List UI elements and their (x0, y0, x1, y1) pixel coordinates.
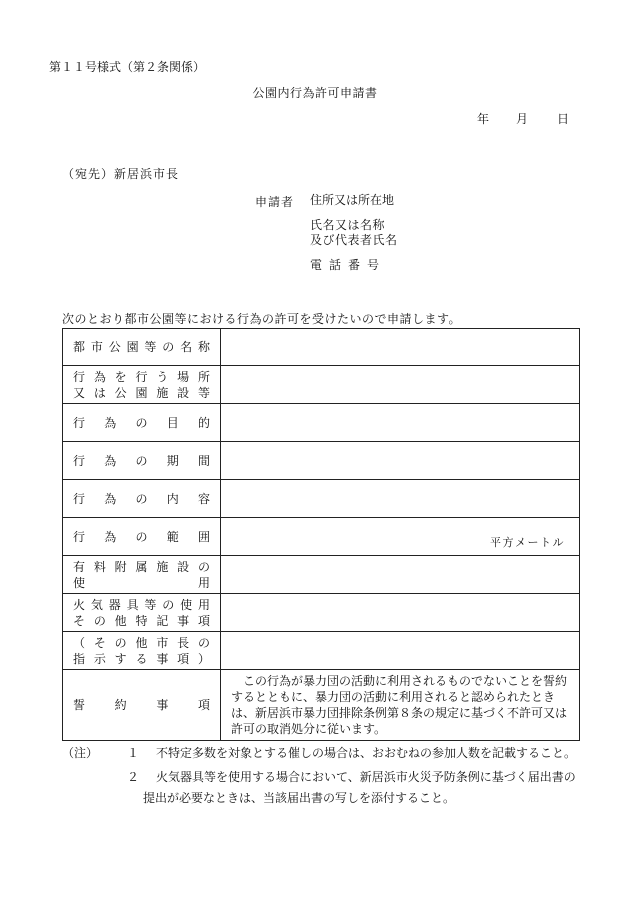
page-title: 公園内行為許可申請書 (252, 86, 378, 100)
note-text: 火気器具等を使用する場合において、新居浜市火災予防条例に基づく届出書の (156, 770, 576, 784)
applicant-name-label (310, 218, 398, 248)
note-text-continued: 提出が必要なときは、当該届出書の写しを添付すること。 (143, 791, 456, 805)
date-year-label: 年 (477, 112, 490, 126)
row-label: （その他市長の 指示する事項） (63, 632, 221, 670)
applicant-name-line1: 氏名又は名称 (310, 218, 386, 232)
notes-heading: （注） (62, 746, 99, 760)
note-text: 不特定多数を対象とする催しの場合は、おおむねの参加人数を記載すること。 (156, 746, 577, 760)
park-name-field[interactable] (221, 329, 580, 366)
date-day-label: 日 (557, 112, 570, 126)
period-field[interactable] (221, 442, 580, 480)
form-number: 第１１号様式（第２条関係） (49, 60, 206, 74)
row-label: 有料附属施設の 使用 (63, 556, 221, 594)
table-row (63, 670, 580, 741)
applicant-address-label: 住所又は所在地 (310, 193, 395, 207)
table-row (63, 518, 580, 556)
area-field[interactable] (221, 518, 580, 556)
location-field[interactable] (221, 366, 580, 404)
applicant-phone-label: 電話番号 (310, 258, 387, 272)
row-label: 都市公園等の名称 (63, 329, 221, 366)
row-label: 行為の期間 (63, 442, 221, 480)
mayor-instructions-field[interactable] (221, 632, 580, 670)
table-row (63, 480, 580, 518)
special-notes-field[interactable] (221, 594, 580, 632)
area-unit: 平方メートル (490, 536, 565, 549)
intro-sentence: 次のとおり都市公園等における行為の許可を受けたいので申請します。 (62, 312, 462, 326)
row-label: 行為の範囲 (63, 518, 221, 556)
pledge-text: この行為が暴力団の活動に利用されるものでないことを誓約するとともに、暴力団の活動に利用されると認められたときは、新居浜市暴力団排除条例第８条の規定に基づく不許可又は許可の取消処分に従います。 (221, 670, 580, 741)
applicant-label: 申請者 (255, 195, 295, 209)
table-row (63, 594, 580, 632)
table-row (63, 404, 580, 442)
paid-facility-field[interactable] (221, 556, 580, 594)
table-row (63, 556, 580, 594)
table-row (63, 442, 580, 480)
table-row (63, 366, 580, 404)
table-row (63, 329, 580, 366)
row-label: 火気器具等の使用 その他特記事項 (63, 594, 221, 632)
purpose-field[interactable] (221, 404, 580, 442)
addressee: （宛先）新居浜市長 (62, 167, 180, 181)
row-label: 行為の内容 (63, 480, 221, 518)
row-label: 行為の目的 (63, 404, 221, 442)
note-number: ２ (127, 770, 140, 784)
date-month-label: 月 (516, 112, 529, 126)
application-table (62, 328, 580, 741)
content-field[interactable] (221, 480, 580, 518)
note-number: １ (127, 746, 140, 760)
applicant-name-line2: 及び代表者氏名 (310, 233, 398, 247)
row-label: 行為を行う場所 又は公園施設等 (63, 366, 221, 404)
table-row (63, 632, 580, 670)
pledge-label: 誓約事項 (63, 670, 221, 741)
